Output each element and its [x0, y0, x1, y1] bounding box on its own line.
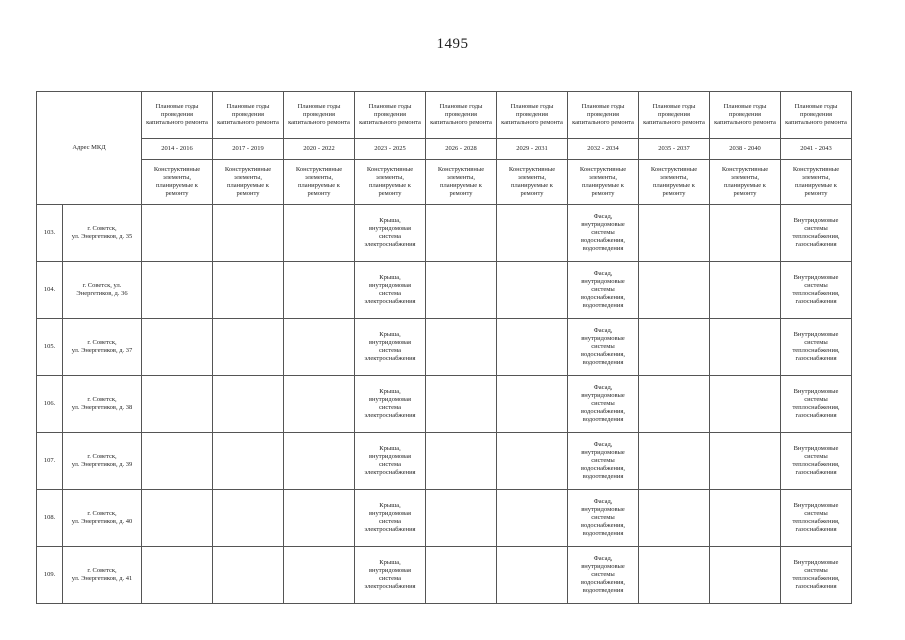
row-address: г. Советск, ул. Энергетиков, д. 37	[63, 319, 142, 376]
planned-years-header: Плановые годы проведения капитального ремонта	[142, 92, 213, 139]
cell-2017-2019	[213, 205, 284, 262]
cell-2038-2040	[710, 490, 781, 547]
period-header: 2029 - 2031	[497, 139, 568, 160]
cell-2038-2040	[710, 376, 781, 433]
cell-2029-2031	[497, 319, 568, 376]
row-address: г. Советск, ул. Энергетиков, д. 41	[63, 547, 142, 604]
cell-2020-2022	[284, 490, 355, 547]
planned-years-header: Плановые годы проведения капитального ремонта	[213, 92, 284, 139]
period-header: 2023 - 2025	[355, 139, 426, 160]
period-header: 2014 - 2016	[142, 139, 213, 160]
table-row	[37, 319, 852, 376]
cell-2017-2019	[213, 490, 284, 547]
cell-2023-2025: Крыша, внутридомовая система электроснабжения	[355, 205, 426, 262]
elements-header: Конструктивные элементы, планируемые к ремонту	[639, 160, 710, 205]
cell-2041-2043: Внутридомовые системы теплоснабжения, газоснабжения	[781, 433, 852, 490]
cell-2035-2037	[639, 433, 710, 490]
cell-2023-2025: Крыша, внутридомовая система электроснабжения	[355, 547, 426, 604]
cell-2014-2016	[142, 433, 213, 490]
cell-2017-2019	[213, 376, 284, 433]
row-number: 106.	[37, 376, 63, 433]
elements-header: Конструктивные элементы, планируемые к ремонту	[284, 160, 355, 205]
cell-2032-2034: Фасад, внутридомовые системы водоснабжения, водоотведения	[568, 547, 639, 604]
cell-2014-2016	[142, 205, 213, 262]
elements-header: Конструктивные элементы, планируемые к ремонту	[355, 160, 426, 205]
elements-header: Конструктивные элементы, планируемые к ремонту	[213, 160, 284, 205]
cell-2038-2040	[710, 547, 781, 604]
cell-2014-2016	[142, 376, 213, 433]
elements-header: Конструктивные элементы, планируемые к ремонту	[497, 160, 568, 205]
cell-2020-2022	[284, 547, 355, 604]
cell-2020-2022	[284, 262, 355, 319]
cell-2017-2019	[213, 319, 284, 376]
period-header: 2026 - 2028	[426, 139, 497, 160]
cell-2035-2037	[639, 490, 710, 547]
cell-2032-2034: Фасад, внутридомовые системы водоснабжения, водоотведения	[568, 262, 639, 319]
cell-2035-2037	[639, 376, 710, 433]
period-header: 2020 - 2022	[284, 139, 355, 160]
header-row-periods	[37, 139, 852, 160]
planned-years-header: Плановые годы проведения капитального ремонта	[426, 92, 497, 139]
cell-2032-2034: Фасад, внутридомовые системы водоснабжения, водоотведения	[568, 205, 639, 262]
period-header: 2041 - 2043	[781, 139, 852, 160]
table-row	[37, 490, 852, 547]
cell-2038-2040	[710, 433, 781, 490]
cell-2026-2028	[426, 433, 497, 490]
cell-2041-2043: Внутридомовые системы теплоснабжения, газоснабжения	[781, 490, 852, 547]
cell-2026-2028	[426, 319, 497, 376]
cell-2035-2037	[639, 262, 710, 319]
cell-2029-2031	[497, 433, 568, 490]
cell-2020-2022	[284, 319, 355, 376]
row-address: г. Советск, ул. Энергетиков, д. 35	[63, 205, 142, 262]
cell-2023-2025: Крыша, внутридомовая система электроснабжения	[355, 376, 426, 433]
cell-2023-2025: Крыша, внутридомовая система электроснабжения	[355, 319, 426, 376]
cell-2014-2016	[142, 262, 213, 319]
cell-2035-2037	[639, 205, 710, 262]
cell-2014-2016	[142, 547, 213, 604]
cell-2023-2025: Крыша, внутридомовая система электроснабжения	[355, 433, 426, 490]
address-header: Адрес МКД	[37, 92, 142, 205]
cell-2032-2034: Фасад, внутридомовые системы водоснабжения, водоотведения	[568, 490, 639, 547]
planned-years-header: Плановые годы проведения капитального ремонта	[639, 92, 710, 139]
cell-2026-2028	[426, 376, 497, 433]
planned-years-header: Плановые годы проведения капитального ремонта	[355, 92, 426, 139]
row-address: г. Советск, ул. Энергетиков, д. 36	[63, 262, 142, 319]
table-row	[37, 433, 852, 490]
row-number: 107.	[37, 433, 63, 490]
row-address: г. Советск, ул. Энергетиков, д. 40	[63, 490, 142, 547]
cell-2035-2037	[639, 547, 710, 604]
table-row	[37, 547, 852, 604]
period-header: 2038 - 2040	[710, 139, 781, 160]
row-number: 104.	[37, 262, 63, 319]
table-body	[37, 205, 852, 604]
cell-2032-2034: Фасад, внутридомовые системы водоснабжения, водоотведения	[568, 376, 639, 433]
cell-2032-2034: Фасад, внутридомовые системы водоснабжения, водоотведения	[568, 433, 639, 490]
cell-2041-2043: Внутридомовые системы теплоснабжения, газоснабжения	[781, 205, 852, 262]
page-number: 1495	[436, 36, 469, 52]
cell-2038-2040	[710, 262, 781, 319]
cell-2026-2028	[426, 205, 497, 262]
cell-2029-2031	[497, 547, 568, 604]
cell-2020-2022	[284, 376, 355, 433]
cell-2014-2016	[142, 490, 213, 547]
row-address: г. Советск, ул. Энергетиков, д. 39	[63, 433, 142, 490]
elements-header: Конструктивные элементы, планируемые к ремонту	[142, 160, 213, 205]
cell-2038-2040	[710, 205, 781, 262]
table-row	[37, 262, 852, 319]
planned-years-header: Плановые годы проведения капитального ремонта	[497, 92, 568, 139]
cell-2029-2031	[497, 490, 568, 547]
elements-header: Конструктивные элементы, планируемые к ремонту	[710, 160, 781, 205]
cell-2017-2019	[213, 547, 284, 604]
cell-2029-2031	[497, 376, 568, 433]
cell-2041-2043: Внутридомовые системы теплоснабжения, газоснабжения	[781, 547, 852, 604]
cell-2017-2019	[213, 262, 284, 319]
cell-2041-2043: Внутридомовые системы теплоснабжения, газоснабжения	[781, 262, 852, 319]
cell-2035-2037	[639, 319, 710, 376]
cell-2038-2040	[710, 319, 781, 376]
cell-2032-2034: Фасад, внутридомовые системы водоснабжения, водоотведения	[568, 319, 639, 376]
cell-2026-2028	[426, 490, 497, 547]
elements-header: Конструктивные элементы, планируемые к ремонту	[426, 160, 497, 205]
period-header: 2032 - 2034	[568, 139, 639, 160]
planned-years-header: Плановые годы проведения капитального ремонта	[284, 92, 355, 139]
capital-repair-schedule-table	[36, 91, 852, 604]
planned-years-header: Плановые годы проведения капитального ремонта	[781, 92, 852, 139]
cell-2014-2016	[142, 319, 213, 376]
cell-2023-2025: Крыша, внутридомовая система электроснабжения	[355, 262, 426, 319]
header-row-elements	[37, 160, 852, 205]
cell-2029-2031	[497, 205, 568, 262]
row-number: 108.	[37, 490, 63, 547]
elements-header: Конструктивные элементы, планируемые к ремонту	[568, 160, 639, 205]
cell-2041-2043: Внутридомовые системы теплоснабжения, газоснабжения	[781, 376, 852, 433]
cell-2026-2028	[426, 262, 497, 319]
header-row-planned-years	[37, 92, 852, 139]
row-number: 105.	[37, 319, 63, 376]
period-header: 2017 - 2019	[213, 139, 284, 160]
cell-2020-2022	[284, 433, 355, 490]
cell-2017-2019	[213, 433, 284, 490]
row-number: 109.	[37, 547, 63, 604]
row-number: 103.	[37, 205, 63, 262]
period-header: 2035 - 2037	[639, 139, 710, 160]
planned-years-header: Плановые годы проведения капитального ремонта	[710, 92, 781, 139]
planned-years-header: Плановые годы проведения капитального ремонта	[568, 92, 639, 139]
cell-2023-2025: Крыша, внутридомовая система электроснабжения	[355, 490, 426, 547]
cell-2029-2031	[497, 262, 568, 319]
elements-header: Конструктивные элементы, планируемые к ремонту	[781, 160, 852, 205]
cell-2020-2022	[284, 205, 355, 262]
table-row	[37, 376, 852, 433]
table-row	[37, 205, 852, 262]
row-address: г. Советск, ул. Энергетиков, д. 38	[63, 376, 142, 433]
cell-2041-2043: Внутридомовые системы теплоснабжения, газоснабжения	[781, 319, 852, 376]
cell-2026-2028	[426, 547, 497, 604]
